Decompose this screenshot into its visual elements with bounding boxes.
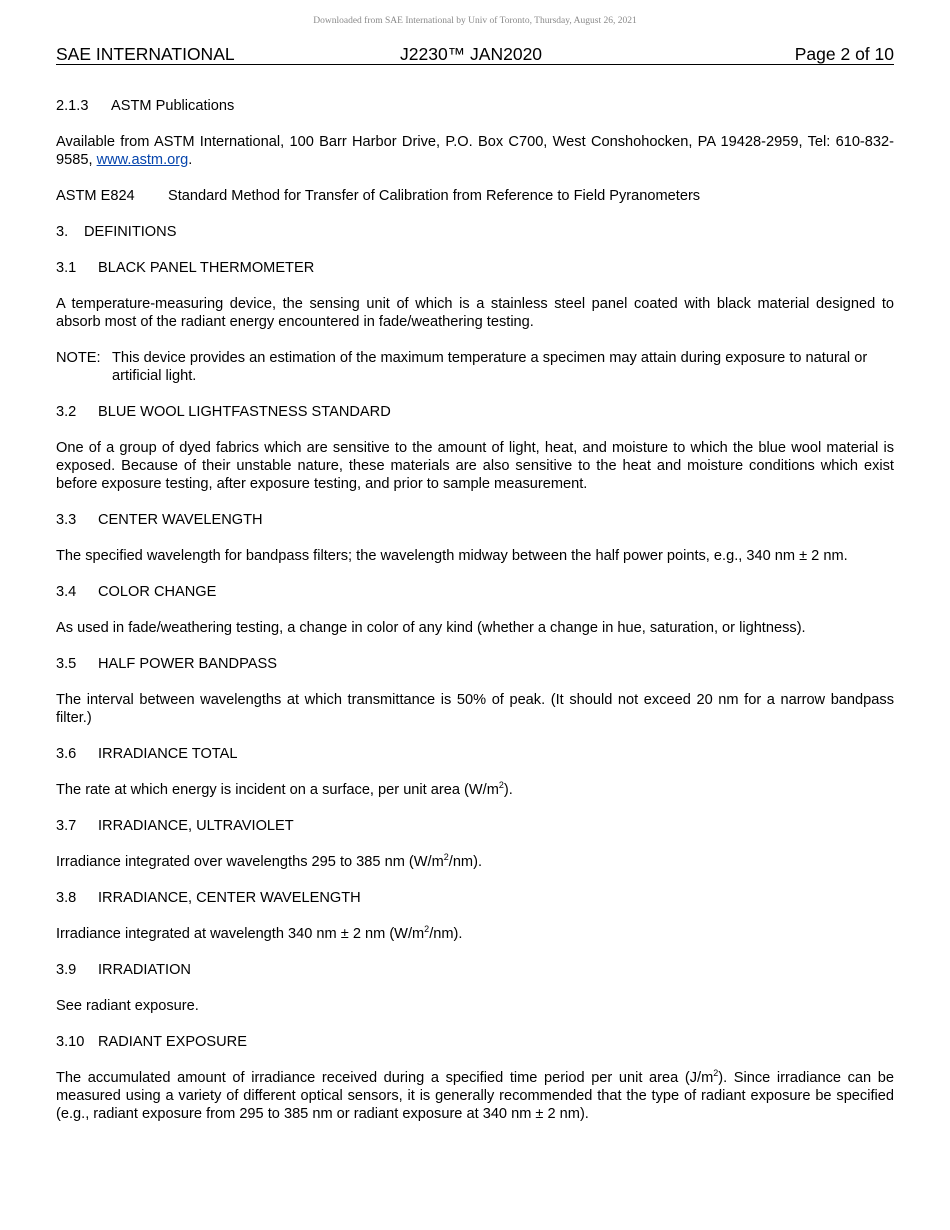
astm-website-link[interactable]: www.astm.org	[96, 152, 189, 168]
definition-3-8-heading	[56, 889, 894, 907]
section-number: 3.	[56, 224, 69, 240]
definition-3-2-text: One of a group of dyed fabrics which are sensitive to the amount of light, heat, and moisture to which the blue wool material is exposed. Because of their unstable nature, these materials are also sensitive to the heat and moisture conditions which exist before exposure testing, after exposure testing, and prior to sample measurement.	[56, 440, 894, 492]
reference-id: ASTM E824	[56, 188, 135, 204]
definition-3-1-text: A temperature-measuring device, the sensing unit of which is a stainless steel panel coated with black material designed to absorb most of the radiant energy encountered in fade/weathering testing.	[56, 296, 894, 330]
definition-number: 3.1	[56, 260, 77, 276]
definition-3-3-text: The specified wavelength for bandpass filters; the wavelength midway between the half power points, e.g., 340 nm ± 2 nm.	[56, 548, 848, 564]
text-part: /nm).	[429, 926, 463, 942]
section-title: ASTM Publications	[111, 98, 235, 114]
section-title: DEFINITIONS	[84, 224, 177, 240]
superscript: 2	[443, 852, 449, 862]
definition-title: IRRADIANCE TOTAL	[98, 746, 238, 762]
definition-title: COLOR CHANGE	[98, 584, 217, 600]
definition-title: IRRADIANCE, CENTER WAVELENGTH	[98, 890, 361, 906]
definition-3-10-heading	[56, 1033, 894, 1051]
reference-title: Standard Method for Transfer of Calibration from Reference to Field Pyranometers	[168, 188, 701, 204]
definition-number: 3.10	[56, 1034, 85, 1050]
superscript: 2	[713, 1068, 719, 1078]
definition-title: HALF POWER BANDPASS	[98, 656, 277, 672]
definition-3-1-heading	[56, 259, 894, 277]
definition-title: BLACK PANEL THERMOMETER	[98, 260, 315, 276]
definition-number: 3.5	[56, 656, 77, 672]
definition-title: IRRADIANCE, ULTRAVIOLET	[98, 818, 294, 834]
definition-3-4-heading	[56, 583, 894, 601]
definition-title: CENTER WAVELENGTH	[98, 512, 263, 528]
definition-number: 3.7	[56, 818, 77, 834]
section-3-heading	[56, 223, 894, 241]
definition-3-2-heading	[56, 403, 894, 421]
text-part: ). Since irradiance can be measured using a variety of different optical sensors, it is generally recommended that the type of radiant exposure be specified (e.g., radiant exposure from 295 to 385 nm or radiant exposure at 340 nm ± 2 nm).	[56, 1070, 894, 1122]
definition-3-4-text: As used in fade/weathering testing, a change in color of any kind (whether a change in hue, saturation, or lightness).	[56, 620, 806, 636]
note-label: NOTE:	[56, 350, 101, 366]
text-part: Irradiance integrated at wavelength 340 nm ± 2 nm (W/m	[56, 926, 425, 942]
text-part: The accumulated amount of irradiance received during a specified time period per unit area (J/m	[56, 1070, 714, 1086]
definition-3-6-heading	[56, 745, 894, 763]
definition-3-7-text	[56, 853, 894, 871]
section-number: 2.1.3	[56, 98, 89, 114]
definition-3-5-heading	[56, 655, 894, 673]
definition-3-7-heading	[56, 817, 894, 835]
header-publisher: SAE INTERNATIONAL	[56, 44, 235, 64]
definition-3-10-text	[56, 1069, 894, 1123]
definition-3-3-heading	[56, 511, 894, 529]
document-body	[56, 97, 894, 1141]
definition-number: 3.3	[56, 512, 77, 528]
definition-3-5-text: The interval between wavelengths at which transmittance is 50% of peak. (It should not exceed 20 nm for a narrow bandpass filter.)	[56, 692, 894, 726]
definition-3-9-text: See radiant exposure.	[56, 998, 199, 1014]
text-part: ).	[503, 782, 513, 798]
definition-title: IRRADIATION	[98, 962, 191, 978]
definition-number: 3.4	[56, 584, 77, 600]
reference-entry	[56, 187, 894, 205]
note-text: This device provides an estimation of the maximum temperature a specimen may attain during exposure to natural or artificial light.	[112, 350, 868, 384]
text-part: /nm).	[448, 854, 483, 870]
definition-title: BLUE WOOL LIGHTFASTNESS STANDARD	[98, 404, 391, 420]
definition-3-9-heading	[56, 961, 894, 979]
definition-3-6-text	[56, 781, 894, 799]
definition-number: 3.9	[56, 962, 77, 978]
definition-3-8-text	[56, 925, 894, 943]
superscript: 2	[424, 924, 430, 934]
download-watermark: Downloaded from SAE International by Univ of Toronto, Thursday, August 26, 2021	[313, 16, 637, 26]
page-header	[56, 44, 894, 65]
definition-title: RADIANT EXPOSURE	[98, 1034, 247, 1050]
superscript: 2	[498, 780, 504, 790]
definition-number: 3.2	[56, 404, 77, 420]
astm-availability-paragraph: Available from ASTM International, 100 Barr Harbor Drive, P.O. Box C700, West Conshohocken, PA 19428-2959, Tel: 610-832-9585, www.astm.org.	[56, 134, 894, 168]
text-part: Irradiance integrated over wavelengths 295 to 385 nm (W/m	[56, 854, 444, 870]
section-2-1-3-heading	[56, 97, 894, 115]
astm-availability-text: Available from ASTM International, 100 Barr Harbor Drive, P.O. Box C700, West Conshohocken, PA 19428-2959, Tel: 610-832-9585,	[56, 134, 894, 168]
definition-number: 3.8	[56, 890, 77, 906]
text-part: The rate at which energy is incident on a surface, per unit area (W/m	[56, 782, 499, 798]
header-document-id: J2230™ JAN2020	[400, 44, 543, 64]
definition-3-1-note	[56, 349, 894, 385]
header-page-number: Page 2 of 10	[794, 44, 894, 64]
definition-number: 3.6	[56, 746, 77, 762]
